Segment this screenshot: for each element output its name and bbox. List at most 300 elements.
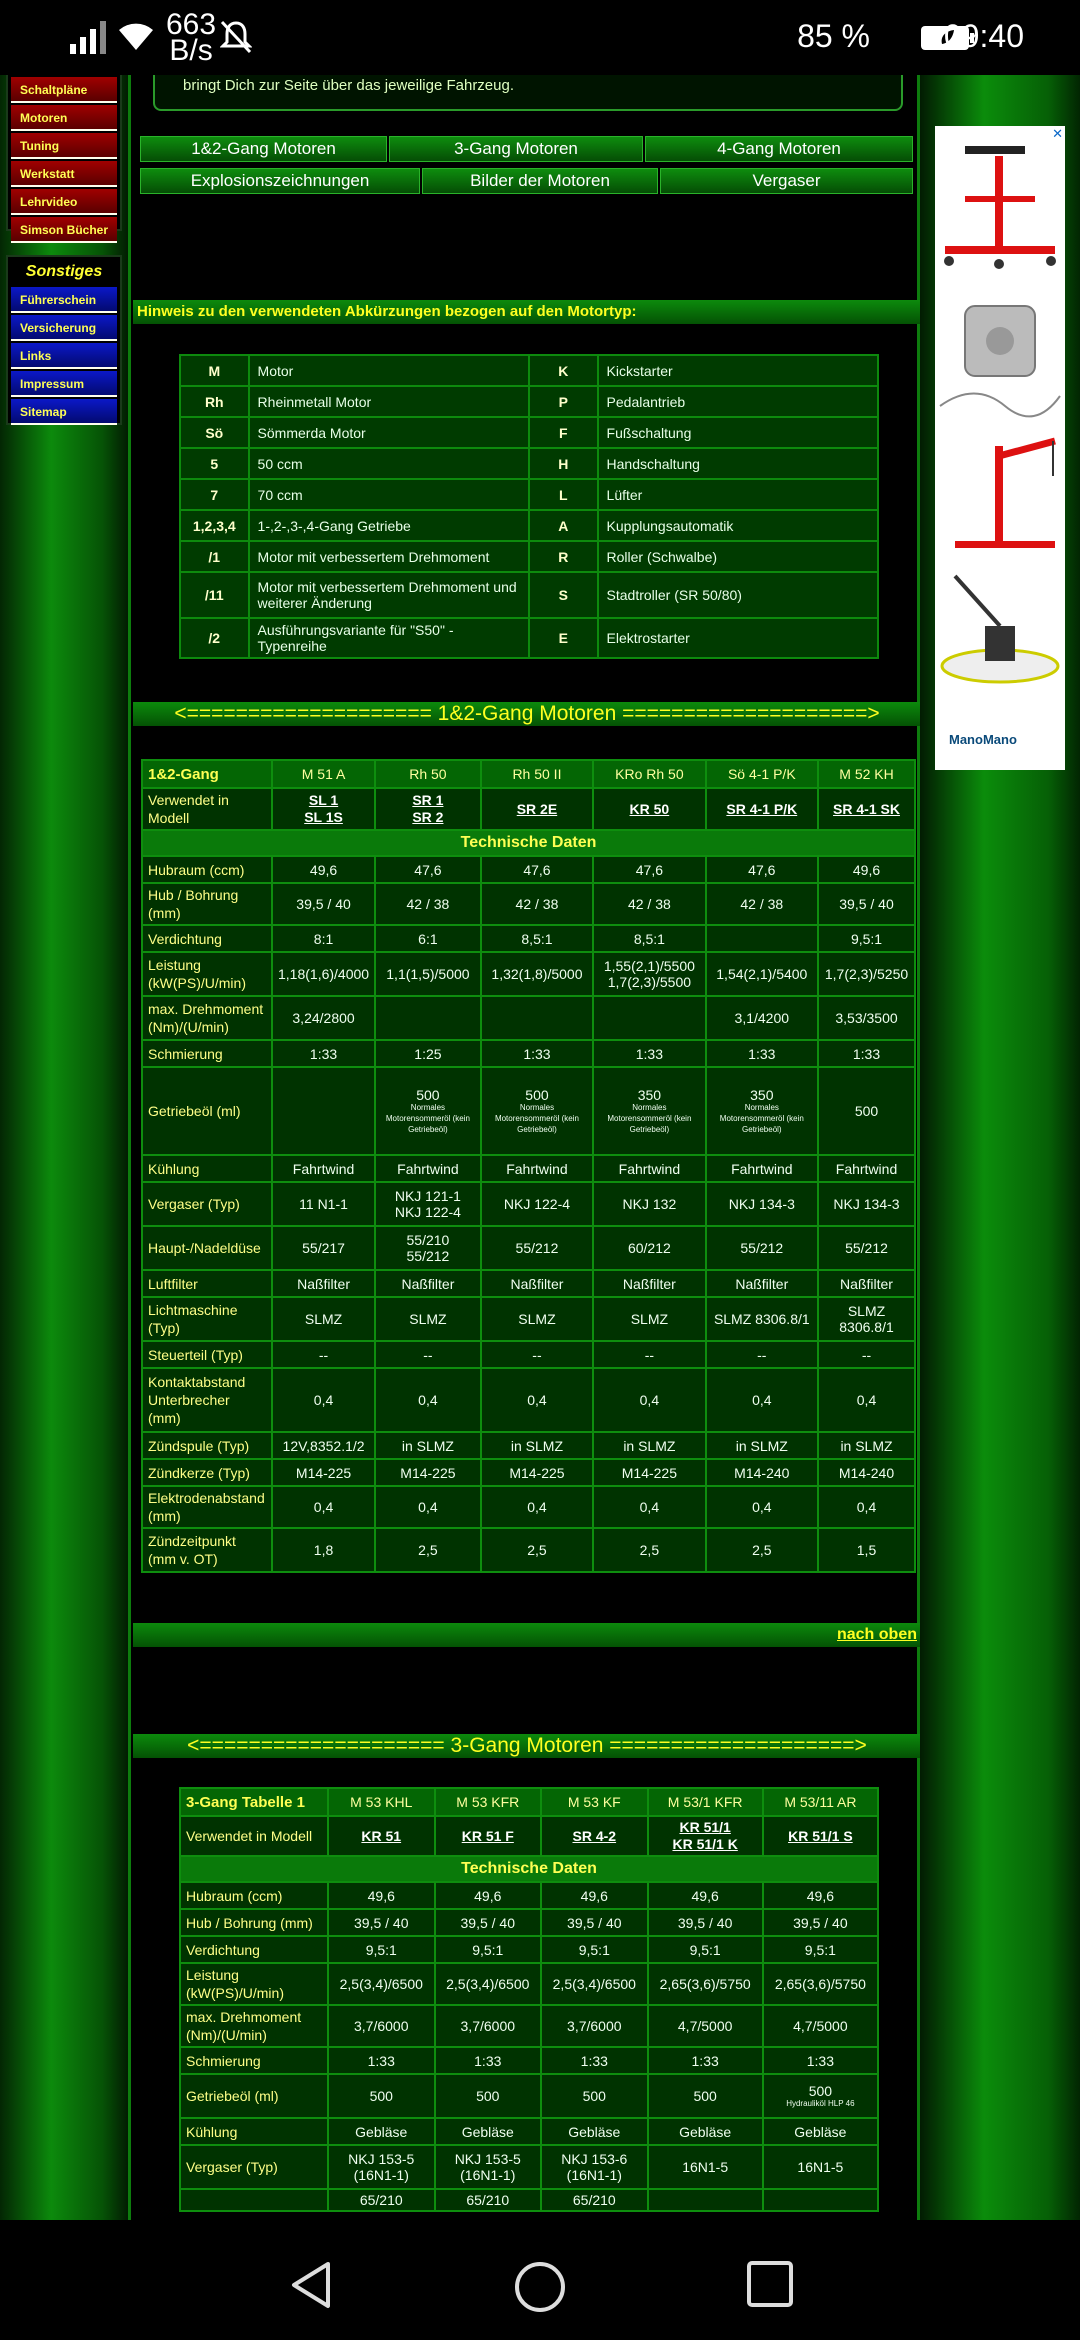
model-link-text[interactable]: KR 51/1 S (788, 1827, 853, 1844)
data-row (142, 1528, 915, 1572)
data-cell: 0,4 (272, 1368, 375, 1432)
data-cell: 2,5 (375, 1528, 481, 1572)
data-cell: 2,5 (481, 1528, 593, 1572)
model-link-text[interactable]: SR 4-1 SK (833, 800, 900, 817)
data-cell: 4,7/5000 (648, 2005, 763, 2047)
menu-item-links[interactable]: Links (11, 343, 117, 369)
data-cell: 1:33 (272, 1040, 375, 1067)
data-cell: 49,6 (763, 1882, 878, 1909)
data-cell: 1:33 (818, 1040, 915, 1067)
data-row (142, 1341, 915, 1368)
row-label: Lichtmaschine (Typ) (142, 1297, 272, 1341)
data-cell: 1,5 (818, 1528, 915, 1572)
model-row (142, 788, 915, 830)
data-cell: 2,5 (706, 1528, 818, 1572)
data-cell: 9,5:1 (435, 1936, 542, 1963)
clock: 09:40 (943, 18, 1024, 54)
data-cell: 500 (648, 2074, 763, 2118)
abbr-key: L (529, 479, 598, 510)
web-page (0, 75, 1080, 2220)
table-corner-label: 3-Gang Tabelle 1 (180, 1788, 328, 1816)
data-cell: Fahrtwind (706, 1155, 818, 1182)
data-cell: 39,5 / 40 (328, 1909, 435, 1936)
sonstiges-heading: Sonstiges (25, 263, 103, 280)
data-row (180, 1909, 878, 1936)
row-label: Verwendet in Modell (142, 788, 272, 830)
nav-12-gang-motoren[interactable]: 1&2-Gang Motoren (140, 136, 387, 162)
hinweis-heading: Hinweis zu den verwendeten Abkürzungen bezogen auf den Motortyp: (133, 300, 921, 324)
back-to-top-link[interactable]: nach oben (836, 1626, 917, 1643)
abbr-row (180, 355, 878, 386)
menu-item-simson-buecher[interactable]: Simson Bücher (11, 217, 117, 243)
data-cell: 3,1/4200 (706, 996, 818, 1040)
model-link[interactable] (272, 788, 375, 830)
data-cell: 0,4 (375, 1368, 481, 1432)
data-cell: 39,5 / 40 (818, 883, 915, 925)
model-link-text[interactable]: KR 51 F (461, 1827, 514, 1844)
abbr-key: 1,2,3,4 (180, 510, 249, 541)
data-cell: 16N1-5 (648, 2145, 763, 2189)
data-cell: 1,18(1,6)/4000 (272, 952, 375, 996)
data-cell: Naßfilter (481, 1270, 593, 1297)
data-row (142, 883, 915, 925)
data-cell: 1:25 (375, 1040, 481, 1067)
abbr-key: A (529, 510, 598, 541)
abbr-row (180, 572, 878, 618)
menu-item-werkstatt[interactable]: Werkstatt (11, 161, 117, 187)
data-cell: Fahrtwind (818, 1155, 915, 1182)
left-sidebar (0, 75, 128, 2220)
data-row (142, 1297, 915, 1341)
engine-header: M 53/11 AR (763, 1788, 878, 1816)
data-cell: 3,53/3500 (818, 996, 915, 1040)
technische-daten-row (180, 1856, 878, 1882)
data-cell: 1,32(1,8)/5000 (481, 952, 593, 996)
header-row (142, 760, 915, 788)
back-icon[interactable] (288, 2260, 334, 2310)
abbr-meaning: 50 ccm (249, 448, 529, 479)
ad-close-icon[interactable]: ✕ (1052, 126, 1063, 141)
data-cell: 49,6 (435, 1882, 542, 1909)
abbr-meaning: Fußschaltung (598, 417, 878, 448)
data-cell: in SLMZ (593, 1432, 705, 1459)
data-cell: -- (706, 1341, 818, 1368)
engine-header: M 53 KHL (328, 1788, 435, 1816)
row-label: Kühlung (142, 1155, 272, 1182)
data-cell: 1,1(1,5)/5000 (375, 952, 481, 996)
network-speed: 663 B/s (166, 8, 217, 67)
data-cell-note: Hydrauliköl HLP 46 (786, 2098, 855, 2108)
nav-explosionszeichnungen[interactable]: Explosionszeichnungen (140, 168, 420, 194)
abbr-meaning: Kickstarter (598, 355, 878, 386)
model-row (180, 1816, 878, 1856)
abbr-row (180, 618, 878, 658)
abbr-key: Rh (180, 386, 249, 417)
data-cell: 12V,8352.1/2 (272, 1432, 375, 1459)
intro-box (153, 75, 903, 111)
gearbox-image[interactable] (935, 286, 1065, 426)
data-cell: 350 Normales Motorensommeröl (kein Getriebeöl) (593, 1067, 705, 1155)
data-cell: NKJ 134-3 (706, 1182, 818, 1226)
model-link[interactable] (435, 1816, 542, 1856)
data-cell: Fahrtwind (593, 1155, 705, 1182)
abbr-key: S (529, 572, 598, 618)
engine-crane-image[interactable] (935, 426, 1065, 566)
data-cell: 65/210 (435, 2189, 542, 2211)
data-cell: 500 (435, 2074, 542, 2118)
data-cell: Gebläse (328, 2118, 435, 2145)
data-cell: 9,5:1 (818, 925, 915, 952)
model-link[interactable] (328, 1816, 435, 1856)
section-heading-12-gang: <==================== 1&2-Gang Motoren ====================> (133, 702, 921, 726)
row-label: Hub / Bohrung (mm) (142, 883, 272, 925)
abbr-key: K (529, 355, 598, 386)
model-link[interactable] (763, 1816, 878, 1856)
data-cell: 2,65(3,6)/5750 (763, 1963, 878, 2005)
abbr-row (180, 448, 878, 479)
model-link-text[interactable]: KR 51/1 K (672, 1836, 738, 1852)
data-row (142, 1368, 915, 1432)
abbr-key: F (529, 417, 598, 448)
data-row (142, 952, 915, 996)
abbr-meaning: Elektrostarter (598, 618, 878, 658)
data-cell: 500 (328, 2074, 435, 2118)
abbr-key: 5 (180, 448, 249, 479)
data-cell: 1,54(2,1)/5400 (706, 952, 818, 996)
data-cell: 6:1 (375, 925, 481, 952)
data-cell-note: Normales Motorensommeröl (kein Getriebeöl) (385, 1102, 470, 1134)
main-menu (6, 75, 122, 237)
row-label: Hubraum (ccm) (142, 856, 272, 883)
data-row (142, 1486, 915, 1528)
data-cell: 65/210 (328, 2189, 435, 2211)
data-cell: 2,5(3,4)/6500 (328, 1963, 435, 2005)
data-cell: 0,4 (375, 1486, 481, 1528)
data-cell: 1:33 (706, 1040, 818, 1067)
battery-percent: 85 % (797, 18, 870, 54)
model-link-text[interactable]: KR 51/1 (679, 1819, 731, 1835)
engine-header: M 53 KF (541, 1788, 648, 1816)
abbr-key: P (529, 386, 598, 417)
data-cell: 2,5(3,4)/6500 (541, 1963, 648, 2005)
data-row (142, 925, 915, 952)
data-cell: 3,7/6000 (328, 2005, 435, 2047)
data-cell: 11 N1-1 (272, 1182, 375, 1226)
mute-bell-icon (220, 20, 252, 54)
abbr-key: /11 (180, 572, 249, 618)
menu-item-fuehrerschein[interactable]: Führerschein (11, 287, 117, 313)
abbr-row (180, 417, 878, 448)
data-cell: 3,7/6000 (435, 2005, 542, 2047)
model-link-text[interactable]: SR 2 (412, 809, 444, 825)
data-cell: M14-225 (272, 1459, 375, 1486)
data-cell: 1,55(2,1)/5500 1,7(2,3)/5500 (593, 952, 705, 996)
abbr-row (180, 479, 878, 510)
data-cell: 1,8 (272, 1528, 375, 1572)
data-row (142, 1067, 915, 1155)
data-cell: -- (818, 1341, 915, 1368)
abbr-key: E (529, 618, 598, 658)
technische-daten-heading: Technische Daten (180, 1856, 878, 1882)
data-cell: 2,65(3,6)/5750 (648, 1963, 763, 2005)
data-cell: 9,5:1 (328, 1936, 435, 1963)
engine-header: Rh 50 II (481, 760, 593, 788)
data-cell: M14-225 (375, 1459, 481, 1486)
menu-item-schaltplaene[interactable]: Schaltpläne (11, 77, 117, 103)
data-cell: 49,6 (272, 856, 375, 883)
model-link-text[interactable]: SR 4-1 P/K (726, 800, 798, 817)
data-cell: SLMZ (375, 1297, 481, 1341)
data-cell: 65/210 (541, 2189, 648, 2211)
data-cell: 3,7/6000 (541, 2005, 648, 2047)
model-link-text[interactable]: SR 2E (516, 800, 558, 817)
abbr-meaning: Handschaltung (598, 448, 878, 479)
data-cell: NKJ 132 (593, 1182, 705, 1226)
data-cell (706, 925, 818, 952)
back-to-top-bar (133, 1623, 921, 1647)
data-cell: 0,4 (593, 1486, 705, 1528)
model-link[interactable] (818, 788, 915, 830)
engine-header: M 51 A (272, 760, 375, 788)
data-row (142, 1040, 915, 1067)
data-cell: 42 / 38 (481, 883, 593, 925)
data-cell: 350 Normales Motorensommeröl (kein Getriebeöl) (706, 1067, 818, 1155)
row-label: Haupt-/Nadeldüse (142, 1226, 272, 1270)
row-label: Zündzeitpunkt (mm v. OT) (142, 1528, 272, 1572)
model-link-text[interactable]: SR 4-2 (572, 1827, 617, 1844)
data-cell: 0,4 (481, 1368, 593, 1432)
data-cell: NKJ 153-5 (16N1-1) (435, 2145, 542, 2189)
model-link-text[interactable]: SR 1 (412, 792, 444, 808)
model-link[interactable] (541, 1816, 648, 1856)
intro-text: bringt Dich zur Seite über das jeweilige Fahrzeug. (183, 77, 515, 94)
menu-item-sitemap[interactable]: Sitemap (11, 399, 117, 425)
abbr-row (180, 541, 878, 572)
data-cell: in SLMZ (481, 1432, 593, 1459)
data-cell: 42 / 38 (706, 883, 818, 925)
data-cell-note: Normales Motorensommeröl (kein Getriebeöl) (494, 1102, 579, 1134)
model-link[interactable] (706, 788, 818, 830)
data-cell: 39,5 / 40 (648, 1909, 763, 1936)
data-row (180, 2145, 878, 2189)
model-link[interactable] (593, 788, 705, 830)
engine-stand-image[interactable] (935, 136, 1065, 276)
data-row (142, 1270, 915, 1297)
data-cell: 8:1 (272, 925, 375, 952)
row-label: Leistung (kW(PS)/U/min) (180, 1963, 328, 2005)
row-label: Luftfilter (142, 1270, 272, 1297)
data-cell: 55/210 55/212 (375, 1226, 481, 1270)
section-heading-3-gang: <==================== 3-Gang Motoren ====================> (133, 1734, 921, 1758)
abbr-meaning: 1-,2-,3-,4-Gang Getriebe (249, 510, 529, 541)
wifi-icon (117, 20, 155, 52)
abbr-meaning: 70 ccm (249, 479, 529, 510)
nav-4-gang-motoren[interactable]: 4-Gang Motoren (645, 136, 913, 162)
row-label: Kühlung (180, 2118, 328, 2145)
row-label: Schmierung (180, 2047, 328, 2074)
model-link-text[interactable]: SL 1S (304, 809, 343, 825)
row-label: Zündspule (Typ) (142, 1432, 272, 1459)
nav-3-gang-motoren[interactable]: 3-Gang Motoren (389, 136, 643, 162)
data-cell: Gebläse (541, 2118, 648, 2145)
ad-brand-logo[interactable]: ManoMano (949, 732, 1017, 747)
abbr-meaning: Pedalantrieb (598, 386, 878, 417)
data-cell: -- (593, 1341, 705, 1368)
data-cell: Fahrtwind (272, 1155, 375, 1182)
data-cell: 0,4 (706, 1486, 818, 1528)
recents-icon[interactable] (746, 2260, 794, 2308)
row-label: Kontaktabstand Unterbrecher (mm) (142, 1368, 272, 1432)
data-cell: 0,4 (593, 1368, 705, 1432)
data-cell: 49,6 (818, 856, 915, 883)
data-cell: 39,5 / 40 (272, 883, 375, 925)
nav-bilder-der-motoren[interactable]: Bilder der Motoren (422, 168, 658, 194)
row-label: Verdichtung (142, 925, 272, 952)
menu-item-lehrvideo[interactable]: Lehrvideo (11, 189, 117, 215)
data-cell: 9,5:1 (648, 1936, 763, 1963)
menu-item-tuning[interactable]: Tuning (11, 133, 117, 159)
power-trowel-image[interactable] (935, 566, 1065, 706)
data-cell: 16N1-5 (763, 2145, 878, 2189)
row-label: Vergaser (Typ) (180, 2145, 328, 2189)
model-link-text[interactable]: SL 1 (308, 792, 339, 808)
data-cell: 55/217 (272, 1226, 375, 1270)
abbr-key: M (180, 355, 249, 386)
data-cell: 0,4 (272, 1486, 375, 1528)
row-label (180, 2189, 328, 2211)
technische-daten-row (142, 830, 915, 856)
data-cell: 1:33 (481, 1040, 593, 1067)
data-cell (763, 2189, 878, 2211)
model-link-text[interactable]: KR 51 (361, 1827, 402, 1844)
data-cell: 49,6 (328, 1882, 435, 1909)
abbr-key: 7 (180, 479, 249, 510)
data-cell: 1:33 (593, 1040, 705, 1067)
data-cell: in SLMZ (818, 1432, 915, 1459)
data-cell: SLMZ 8306.8/1 (706, 1297, 818, 1341)
abbr-key: /1 (180, 541, 249, 572)
data-cell: Naßfilter (375, 1270, 481, 1297)
data-cell (272, 1067, 375, 1155)
engine-header: Sö 4-1 P/K (706, 760, 818, 788)
data-row (180, 2118, 878, 2145)
data-cell: 500 Hydrauliköl HLP 46 (763, 2074, 878, 2118)
abbr-meaning: Kupplungsautomatik (598, 510, 878, 541)
abbr-meaning: Roller (Schwalbe) (598, 541, 878, 572)
data-cell: 0,4 (818, 1486, 915, 1528)
navigation-bar (0, 2220, 1080, 2340)
menu-item-versicherung[interactable]: Versicherung (11, 315, 117, 341)
row-label: Elektrodenabstand (mm) (142, 1486, 272, 1528)
data-cell: 60/212 (593, 1226, 705, 1270)
data-cell: 3,24/2800 (272, 996, 375, 1040)
advertisement[interactable] (935, 126, 1065, 770)
row-label: Schmierung (142, 1040, 272, 1067)
data-cell: NKJ 134-3 (818, 1182, 915, 1226)
data-cell: NKJ 121-1 NKJ 122-4 (375, 1182, 481, 1226)
header-row (180, 1788, 878, 1816)
data-cell: in SLMZ (706, 1432, 818, 1459)
data-cell: Naßfilter (593, 1270, 705, 1297)
data-cell: 500 Normales Motorensommeröl (kein Getriebeöl) (481, 1067, 593, 1155)
home-icon[interactable] (513, 2260, 567, 2314)
sonstiges-menu (6, 255, 122, 425)
data-cell: 9,5:1 (541, 1936, 648, 1963)
data-cell: M14-240 (706, 1459, 818, 1486)
abbr-meaning: Stadtroller (SR 50/80) (598, 572, 878, 618)
data-cell: 0,4 (706, 1368, 818, 1432)
data-cell: 2,5(3,4)/6500 (435, 1963, 542, 2005)
abbr-meaning: Motor mit verbessertem Drehmoment (249, 541, 529, 572)
data-cell: 500 (541, 2074, 648, 2118)
model-link[interactable] (481, 788, 593, 830)
data-cell: Gebläse (763, 2118, 878, 2145)
data-row (142, 1155, 915, 1182)
data-cell: 9,5:1 (763, 1936, 878, 1963)
data-cell: 49,6 (648, 1882, 763, 1909)
data-cell: SLMZ (481, 1297, 593, 1341)
data-cell: SLMZ (593, 1297, 705, 1341)
spec-table-3-gang (179, 1787, 879, 2212)
data-cell: 1:33 (328, 2047, 435, 2074)
data-cell: 55/212 (706, 1226, 818, 1270)
row-label: Verwendet in Modell (180, 1816, 328, 1856)
model-link[interactable] (375, 788, 481, 830)
row-label: max. Drehmoment (Nm)/(U/min) (142, 996, 272, 1040)
data-cell: 0,4 (818, 1368, 915, 1432)
data-cell: 8,5:1 (481, 925, 593, 952)
data-cell: M14-240 (818, 1459, 915, 1486)
signal-icon (70, 20, 108, 54)
row-label: max. Drehmoment (Nm)/(U/min) (180, 2005, 328, 2047)
row-label: Vergaser (Typ) (142, 1182, 272, 1226)
row-label: Getriebeöl (ml) (180, 2074, 328, 2118)
data-cell: 47,6 (375, 856, 481, 883)
row-label: Leistung (kW(PS)/U/min) (142, 952, 272, 996)
engine-header: M 52 KH (818, 760, 915, 788)
data-cell: SLMZ 8306.8/1 (818, 1297, 915, 1341)
abbr-meaning: Ausführungsvariante für "S50" - Typenreihe (249, 618, 529, 658)
data-cell: -- (481, 1341, 593, 1368)
data-cell: 0,4 (481, 1486, 593, 1528)
model-link-text[interactable]: KR 50 (629, 800, 670, 817)
nav-vergaser[interactable]: Vergaser (660, 168, 913, 194)
data-cell-note: Normales Motorensommeröl (kein Getriebeöl) (719, 1102, 804, 1134)
model-link[interactable] (648, 1816, 763, 1856)
menu-item-motoren[interactable]: Motoren (11, 105, 117, 131)
data-cell: 4,7/5000 (763, 2005, 878, 2047)
data-cell: 47,6 (593, 856, 705, 883)
menu-item-impressum[interactable]: Impressum (11, 371, 117, 397)
data-cell: Fahrtwind (481, 1155, 593, 1182)
data-cell: Gebläse (435, 2118, 542, 2145)
data-row (142, 856, 915, 883)
technische-daten-heading: Technische Daten (142, 830, 915, 856)
abbr-meaning: Rheinmetall Motor (249, 386, 529, 417)
data-row (180, 2074, 878, 2118)
data-cell: Fahrtwind (375, 1155, 481, 1182)
data-cell: 1:33 (435, 2047, 542, 2074)
engine-header: Rh 50 (375, 760, 481, 788)
data-cell (375, 996, 481, 1040)
data-row (180, 1936, 878, 1963)
data-cell: 8,5:1 (593, 925, 705, 952)
abbr-key: /2 (180, 618, 249, 658)
data-cell: 2,5 (593, 1528, 705, 1572)
data-cell: in SLMZ (375, 1432, 481, 1459)
abbr-meaning: Lüfter (598, 479, 878, 510)
data-cell: M14-225 (481, 1459, 593, 1486)
